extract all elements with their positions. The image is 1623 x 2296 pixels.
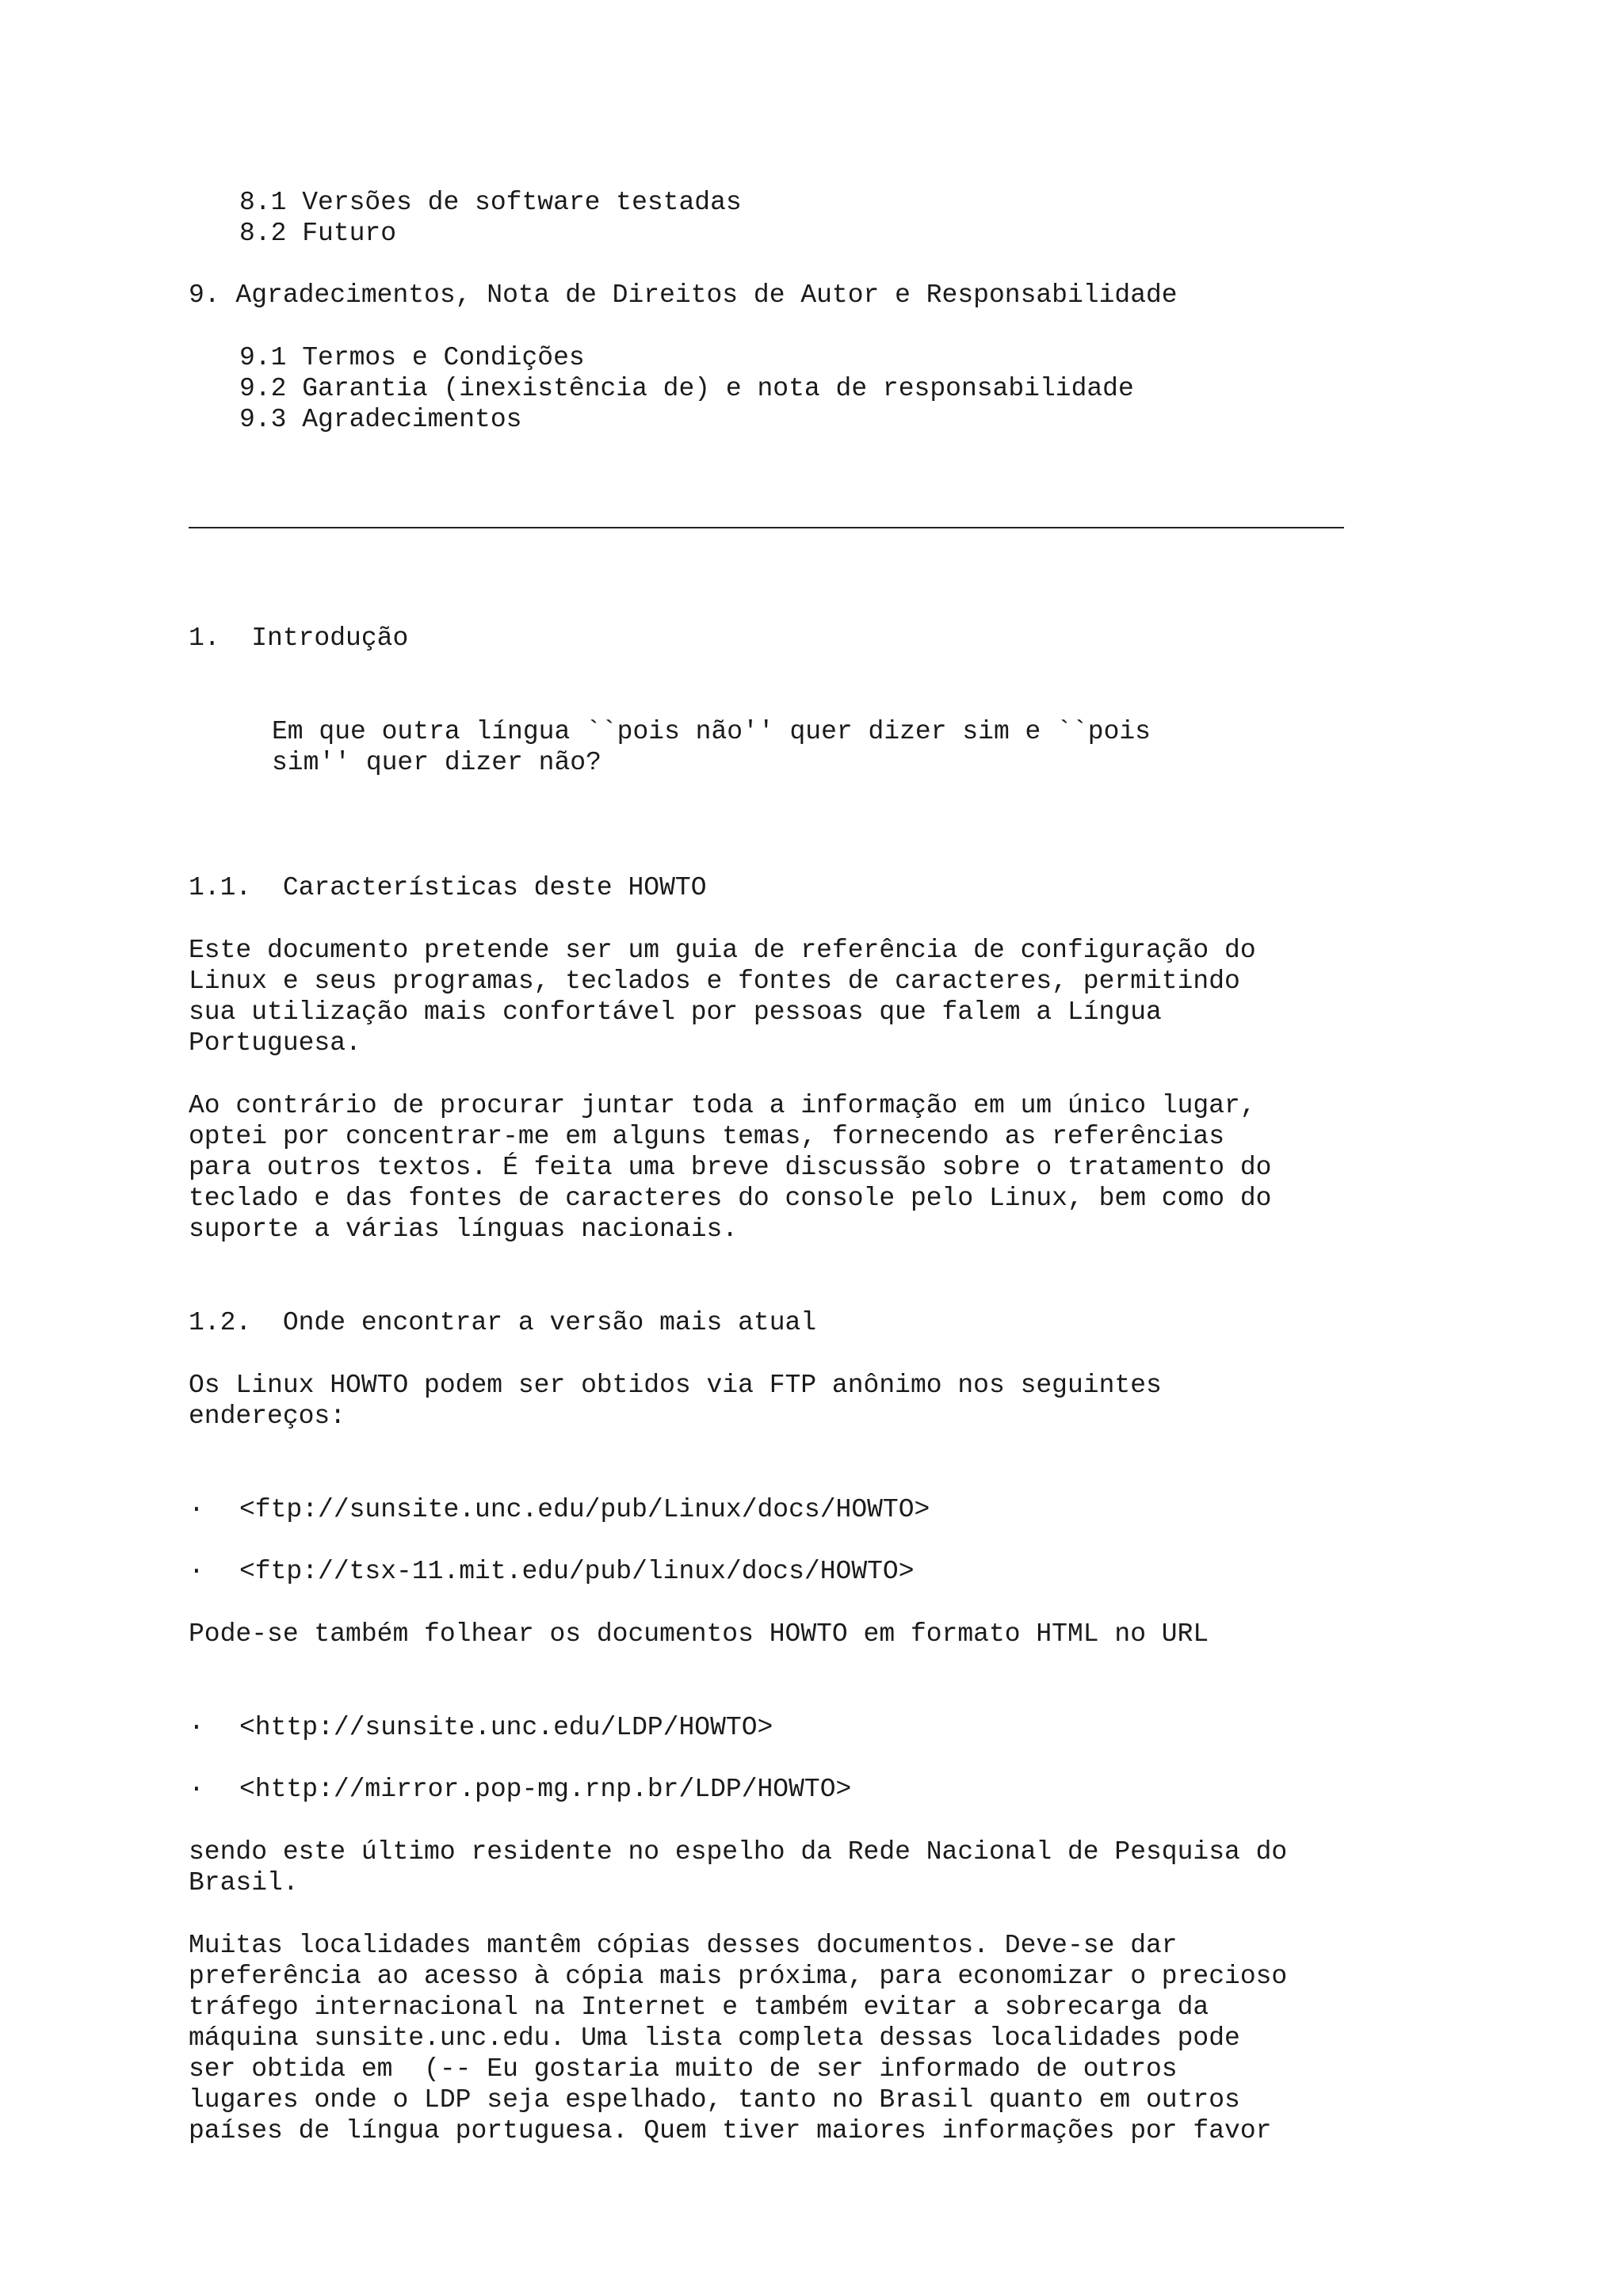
bullet-icon: · (189, 1713, 204, 1742)
bullet-icon: · (189, 1495, 204, 1524)
horizontal-rule (189, 527, 1344, 528)
bullet-icon: · (189, 1557, 204, 1586)
paragraph-line: sendo este último residente no espelho da Rede Nacional de Pesquisa do (189, 1837, 1288, 1867)
paragraph-line: ser obtida em (-- Eu gostaria muito de ser informado de outros (189, 2054, 1178, 2084)
paragraph-line: máquina sunsite.unc.edu. Uma lista completa dessas localidades pode (189, 2023, 1240, 2053)
paragraph-line: Muitas localidades mantêm cópias desses documentos. Deve-se dar (189, 1931, 1178, 1960)
section-heading-1-1: 1.1. Características deste HOWTO (189, 873, 707, 902)
paragraph-line: optei por concentrar-me em alguns temas, fornecendo as referências (189, 1122, 1225, 1151)
epigraph-line: sim'' quer dizer não? (272, 748, 601, 777)
toc-entry-8-1: 8.1 Versões de software testadas (239, 188, 742, 217)
toc-entry-9-2: 9.2 Garantia (inexistência de) e nota de responsabilidade (239, 374, 1134, 403)
toc-entry-8-2: 8.2 Futuro (239, 219, 397, 248)
paragraph-line: preferência ao acesso à cópia mais próxima, para economizar o precioso (189, 1962, 1288, 1991)
paragraph-line: endereços: (189, 1402, 346, 1431)
paragraph-line: Pode-se também folhear os documentos HOWTO em formato HTML no URL (189, 1619, 1209, 1649)
paragraph-line: sua utilização mais confortável por pessoas que falem a Língua (189, 997, 1162, 1027)
paragraph-line: países de língua portuguesa. Quem tiver maiores informações por favor (189, 2116, 1272, 2145)
section-heading-1-2: 1.2. Onde encontrar a versão mais atual (189, 1308, 817, 1337)
epigraph-line: Em que outra língua ``pois não'' quer dizer sim e ``pois (272, 717, 1151, 746)
toc-entry-9-3: 9.3 Agradecimentos (239, 405, 522, 434)
paragraph-line: lugares onde o LDP seja espelhado, tanto no Brasil quanto em outros (189, 2085, 1240, 2115)
paragraph-line: Os Linux HOWTO podem ser obtidos via FTP anônimo nos seguintes (189, 1371, 1162, 1400)
section-heading-1: 1. Introdução (189, 624, 409, 653)
paragraph-line: Linux e seus programas, teclados e fontes de caracteres, permitindo (189, 967, 1240, 996)
ftp-link[interactable]: <ftp://sunsite.unc.edu/pub/Linux/docs/HOWTO> (239, 1495, 930, 1524)
toc-entry-9-1: 9.1 Termos e Condições (239, 343, 585, 372)
paragraph-line: suporte a várias línguas nacionais. (189, 1215, 739, 1244)
paragraph-line: Portuguesa. (189, 1028, 361, 1058)
paragraph-line: para outros textos. É feita uma breve discussão sobre o tratamento do (189, 1153, 1272, 1182)
paragraph-line: Ao contrário de procurar juntar toda a informação em um único lugar, (189, 1091, 1256, 1120)
paragraph-line: Este documento pretende ser um guia de referência de configuração do (189, 936, 1256, 965)
http-link[interactable]: <http://mirror.pop-mg.rnp.br/LDP/HOWTO> (239, 1775, 852, 1804)
paragraph-line: Brasil. (189, 1868, 299, 1897)
paragraph-line: tráfego internacional na Internet e também evitar a sobrecarga da (189, 1993, 1209, 2022)
http-link[interactable]: <http://sunsite.unc.edu/LDP/HOWTO> (239, 1713, 773, 1742)
ftp-link[interactable]: <ftp://tsx-11.mit.edu/pub/linux/docs/HOWTO> (239, 1557, 915, 1586)
paragraph-line: teclado e das fontes de caracteres do console pelo Linux, bem como do (189, 1184, 1272, 1213)
bullet-icon: · (189, 1775, 204, 1804)
toc-entry-9: 9. Agradecimentos, Nota de Direitos de Autor e Responsabilidade (189, 280, 1178, 310)
